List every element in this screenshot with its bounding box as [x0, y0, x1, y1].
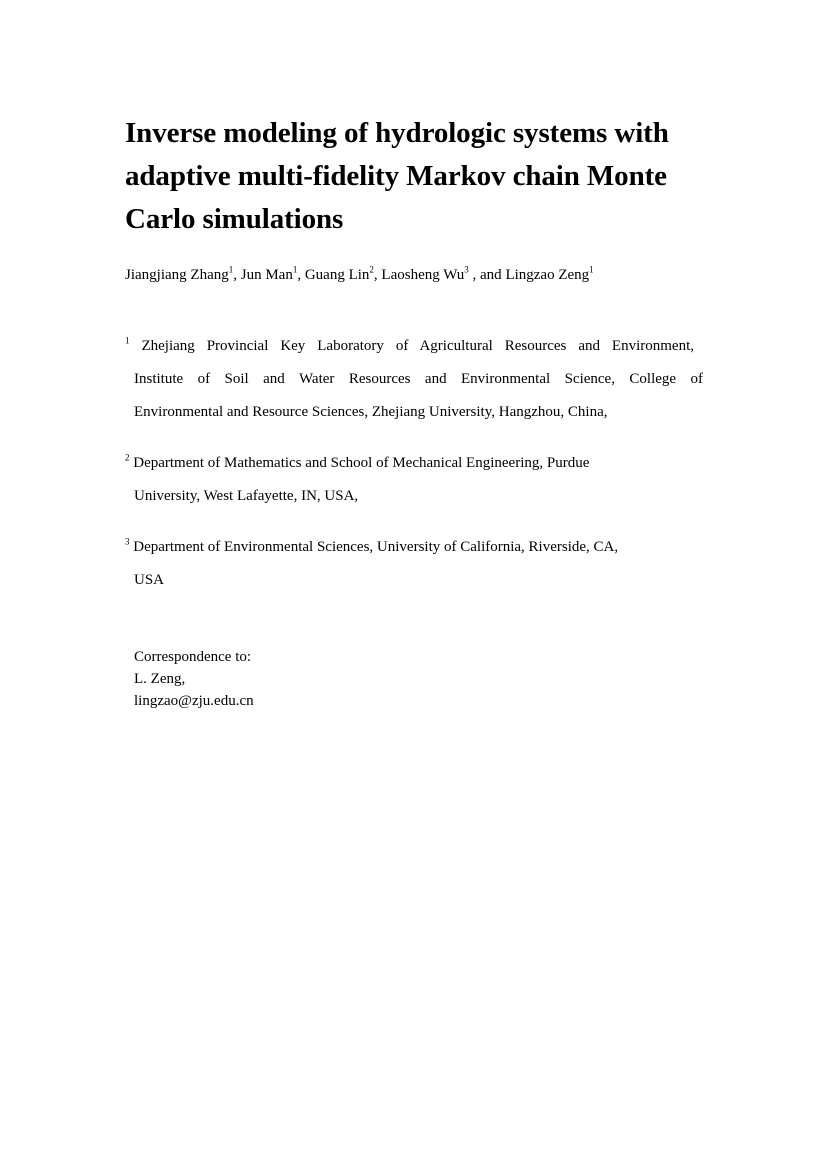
author-name: Laosheng Wu: [381, 267, 465, 283]
affiliation-2: [125, 447, 589, 513]
affiliation-number: 2: [125, 452, 130, 463]
author-affiliation-mark: 3: [464, 264, 469, 275]
affiliation-line: USA: [134, 572, 165, 588]
correspondence-block: [134, 646, 254, 712]
affiliation-line: $^3$ Department of Environmental Sciences, University of California, Riverside, CA,: [125, 536, 619, 555]
correspondence-label: Correspondence to:: [134, 649, 252, 665]
affiliation-line: Institute of Soil and Water Resources and Environmental Science, College of: [134, 371, 703, 387]
affiliation-3: [125, 531, 618, 597]
title-line: Inverse modeling of hydrologic systems with: [125, 117, 669, 149]
author-name: Guang Lin: [304, 267, 370, 283]
author-affiliation-mark: 1: [228, 264, 234, 275]
author-name: Lingzao Zeng: [505, 267, 590, 283]
affiliation-line: $^2$ Department of Mathematics and School of Mechanical Engineering, Purdue: [125, 452, 590, 471]
title-line: Carlo simulations: [125, 203, 344, 235]
author-separator: ,: [373, 267, 382, 283]
author-name: Jiangjiang Zhang: [125, 267, 229, 283]
author-separator: , and: [468, 267, 506, 283]
author-affiliation-mark: 1: [292, 264, 298, 275]
affiliation-number: 3: [125, 536, 130, 547]
affiliation-line: University, West Lafayette, IN, USA,: [134, 488, 359, 504]
affiliation-line: Environmental and Resource Sciences, Zhejiang University, Hangzhou, China,: [134, 404, 608, 420]
correspondence-name: L. Zeng,: [134, 671, 186, 687]
title-line: adaptive multi-fidelity Markov chain Monte: [125, 160, 667, 192]
author-list: [125, 265, 594, 285]
author-separator: ,: [297, 267, 305, 283]
affiliation-number: 1: [125, 335, 130, 346]
correspondence-email[interactable]: lingzao@zju.edu.cn: [134, 693, 254, 709]
affiliation-line: $^1$ Zhejiang Provincial Key Laboratory of Agricultural Resources and Environment,: [125, 335, 694, 354]
affiliation-1: [125, 330, 703, 429]
author-affiliation-mark: 1: [589, 264, 594, 275]
author-separator: ,: [233, 267, 241, 283]
author-affiliation-mark: 2: [369, 264, 374, 275]
author-name: Jun Man: [240, 267, 293, 283]
paper-title: [125, 112, 725, 241]
